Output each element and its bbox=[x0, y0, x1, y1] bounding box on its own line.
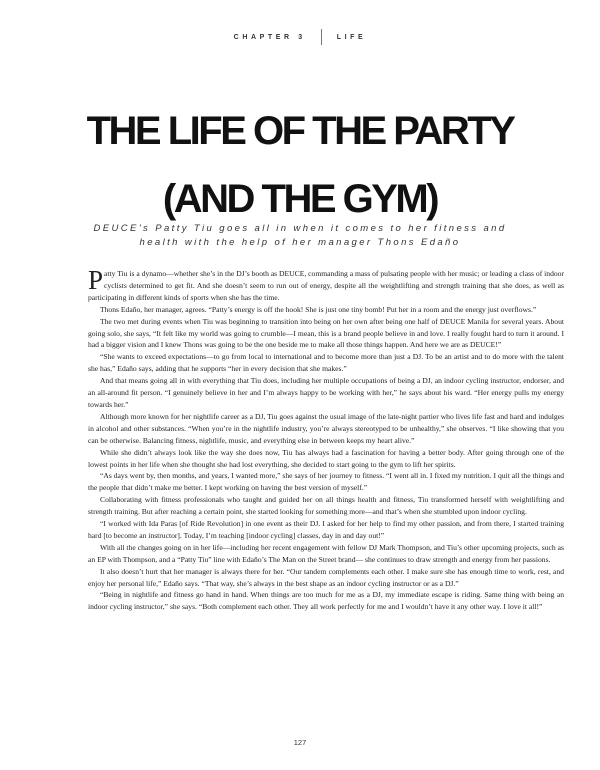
page-number: 127 bbox=[293, 738, 307, 747]
body-paragraph: Thons Edaño, her manager, agrees. “Patty’s energy is off the hook! She is just one tiny bomb! Put her in a room and the energy just overflows.” bbox=[100, 304, 537, 314]
title-line-2: (AND THE GYM) bbox=[162, 177, 438, 221]
body-paragraph: Although more known for her nightlife career as a DJ, Tiu goes against the usual image of the late-night partier who lives life fast and hard and indulges in alcohol and other substances. “When you’re in the nightlife industry, you’re always stereotyped to be unhealthy,” she observes. “I like showing that you can be otherwise. Balancing fitness, nightlife, music, and everything else in between keeps my heart alive.” bbox=[88, 411, 564, 445]
section-label: LIFE bbox=[336, 33, 367, 41]
body-paragraph: And that means going all in with everything that Tiu does, including her multiple occupations of being a DJ, an indoor cycling instructor, endorser, and an all-around fit person. “I genuinely believe in her and I’m always happy to be working with her,” he says about his ward. “Her energy pulls my energy towards her.” bbox=[88, 376, 564, 409]
body-paragraph: The two met during events when Tiu was beginning to transition into being on her own after being one half of DEUCE Manila for several years. About going solo, she says, “It felt like my world was going to crumble—I mean, this is a brand people believe in and love. I really fought hard to turn it around. I had a bigger vision and I knew Thons was going to be the one beside me to make all those things happen. And here we are as DEUCE!” bbox=[88, 316, 564, 350]
subtitle-line-2: health with the help of her manager Thons Edaño bbox=[139, 237, 461, 248]
subtitle-line-1: DEUCE’s Patty Tiu goes all in when it comes to her fitness and bbox=[93, 223, 507, 234]
body-paragraph: Collaborating with fitness professionals who taught and guided her on all things health and fitness, Tiu transformed herself with weightlifting and strength training. But after reaching a certain point, she started looking for something more—and that’s when she stumbled upon indoor cycling. bbox=[88, 495, 564, 517]
title-line-1: THE LIFE OF THE PARTY bbox=[86, 109, 514, 153]
body-paragraph: With all the changes going on in her life—including her recent engagement with fellow DJ Mark Thompson, and Tiu’s other upcoming projects, such as an EP with Thompson, and a “Patty Tiu” line with Edaño’s The Man on the Street brand— she continues to draw strength and energy from her passions. bbox=[88, 542, 564, 564]
chapter-label: CHAPTER 3 bbox=[233, 33, 306, 41]
drop-cap: P bbox=[88, 265, 104, 295]
body-paragraph: It also doesn’t hurt that her manager is always there for her. “Our tandem complements each other. I make sure she has enough time to work, rest, and enjoy her personal life,” Edaño says. “That way, she’s always in the best shape as an indoor cycling instructor or as a DJ.” bbox=[88, 566, 564, 588]
article-body bbox=[88, 265, 564, 613]
body-paragraph: While she didn’t always look like the way she does now, Tiu has always had a fascination for having a better body. After going through one of the lowest points in her life when she thought she had lost everything, she decided to start going to the gym to lift her spirits. bbox=[88, 447, 564, 469]
header-divider bbox=[321, 29, 322, 45]
body-paragraph: “Being in nightlife and fitness go hand in hand. When things are too much for me as a DJ, my immediate escape is riding. Same thing with being an indoor cycling instructor,” she says. “Both complement each other. They all work perfectly for me and I wouldn’t have it any other way. I love it all!” bbox=[88, 590, 564, 612]
body-paragraph: “As days went by, then months, and years, I wanted more,” she says of her journey to fitness. “I went all in. I fixed my nutrition. I quit all the things and the people that didn’t make me better. I kept working on having the best version of myself.” bbox=[88, 471, 564, 493]
body-paragraph: “She wants to exceed expectations—to go from local to international and to become more than just a DJ. To be an artist and to do more with the talent she has,” Edaño says, adding that he supports “her in every decision that she makes.” bbox=[88, 352, 564, 374]
running-header bbox=[0, 29, 600, 45]
body-paragraph: Patty Tiu is a dynamo—whether she’s in the DJ’s booth as DEUCE, commanding a mass of pulsating people with her music; or leading a class of indoor cyclists determined to get fit. And she doesn’t seem to run out of energy, despite all the weightlifting and strength training that she does, as well as participating in different kinds of sports when she has the time. bbox=[88, 265, 564, 302]
article-subtitle bbox=[60, 222, 540, 250]
body-paragraph: “I worked with Ida Paras [of Ride Revolution] in one event as their DJ. I asked for her help to find my other passion, and from there, I started training hard [to become an instructor]. Today, I’m teaching [indoor cycling] classes, day in and day out!” bbox=[88, 519, 564, 540]
article-title bbox=[0, 97, 600, 233]
